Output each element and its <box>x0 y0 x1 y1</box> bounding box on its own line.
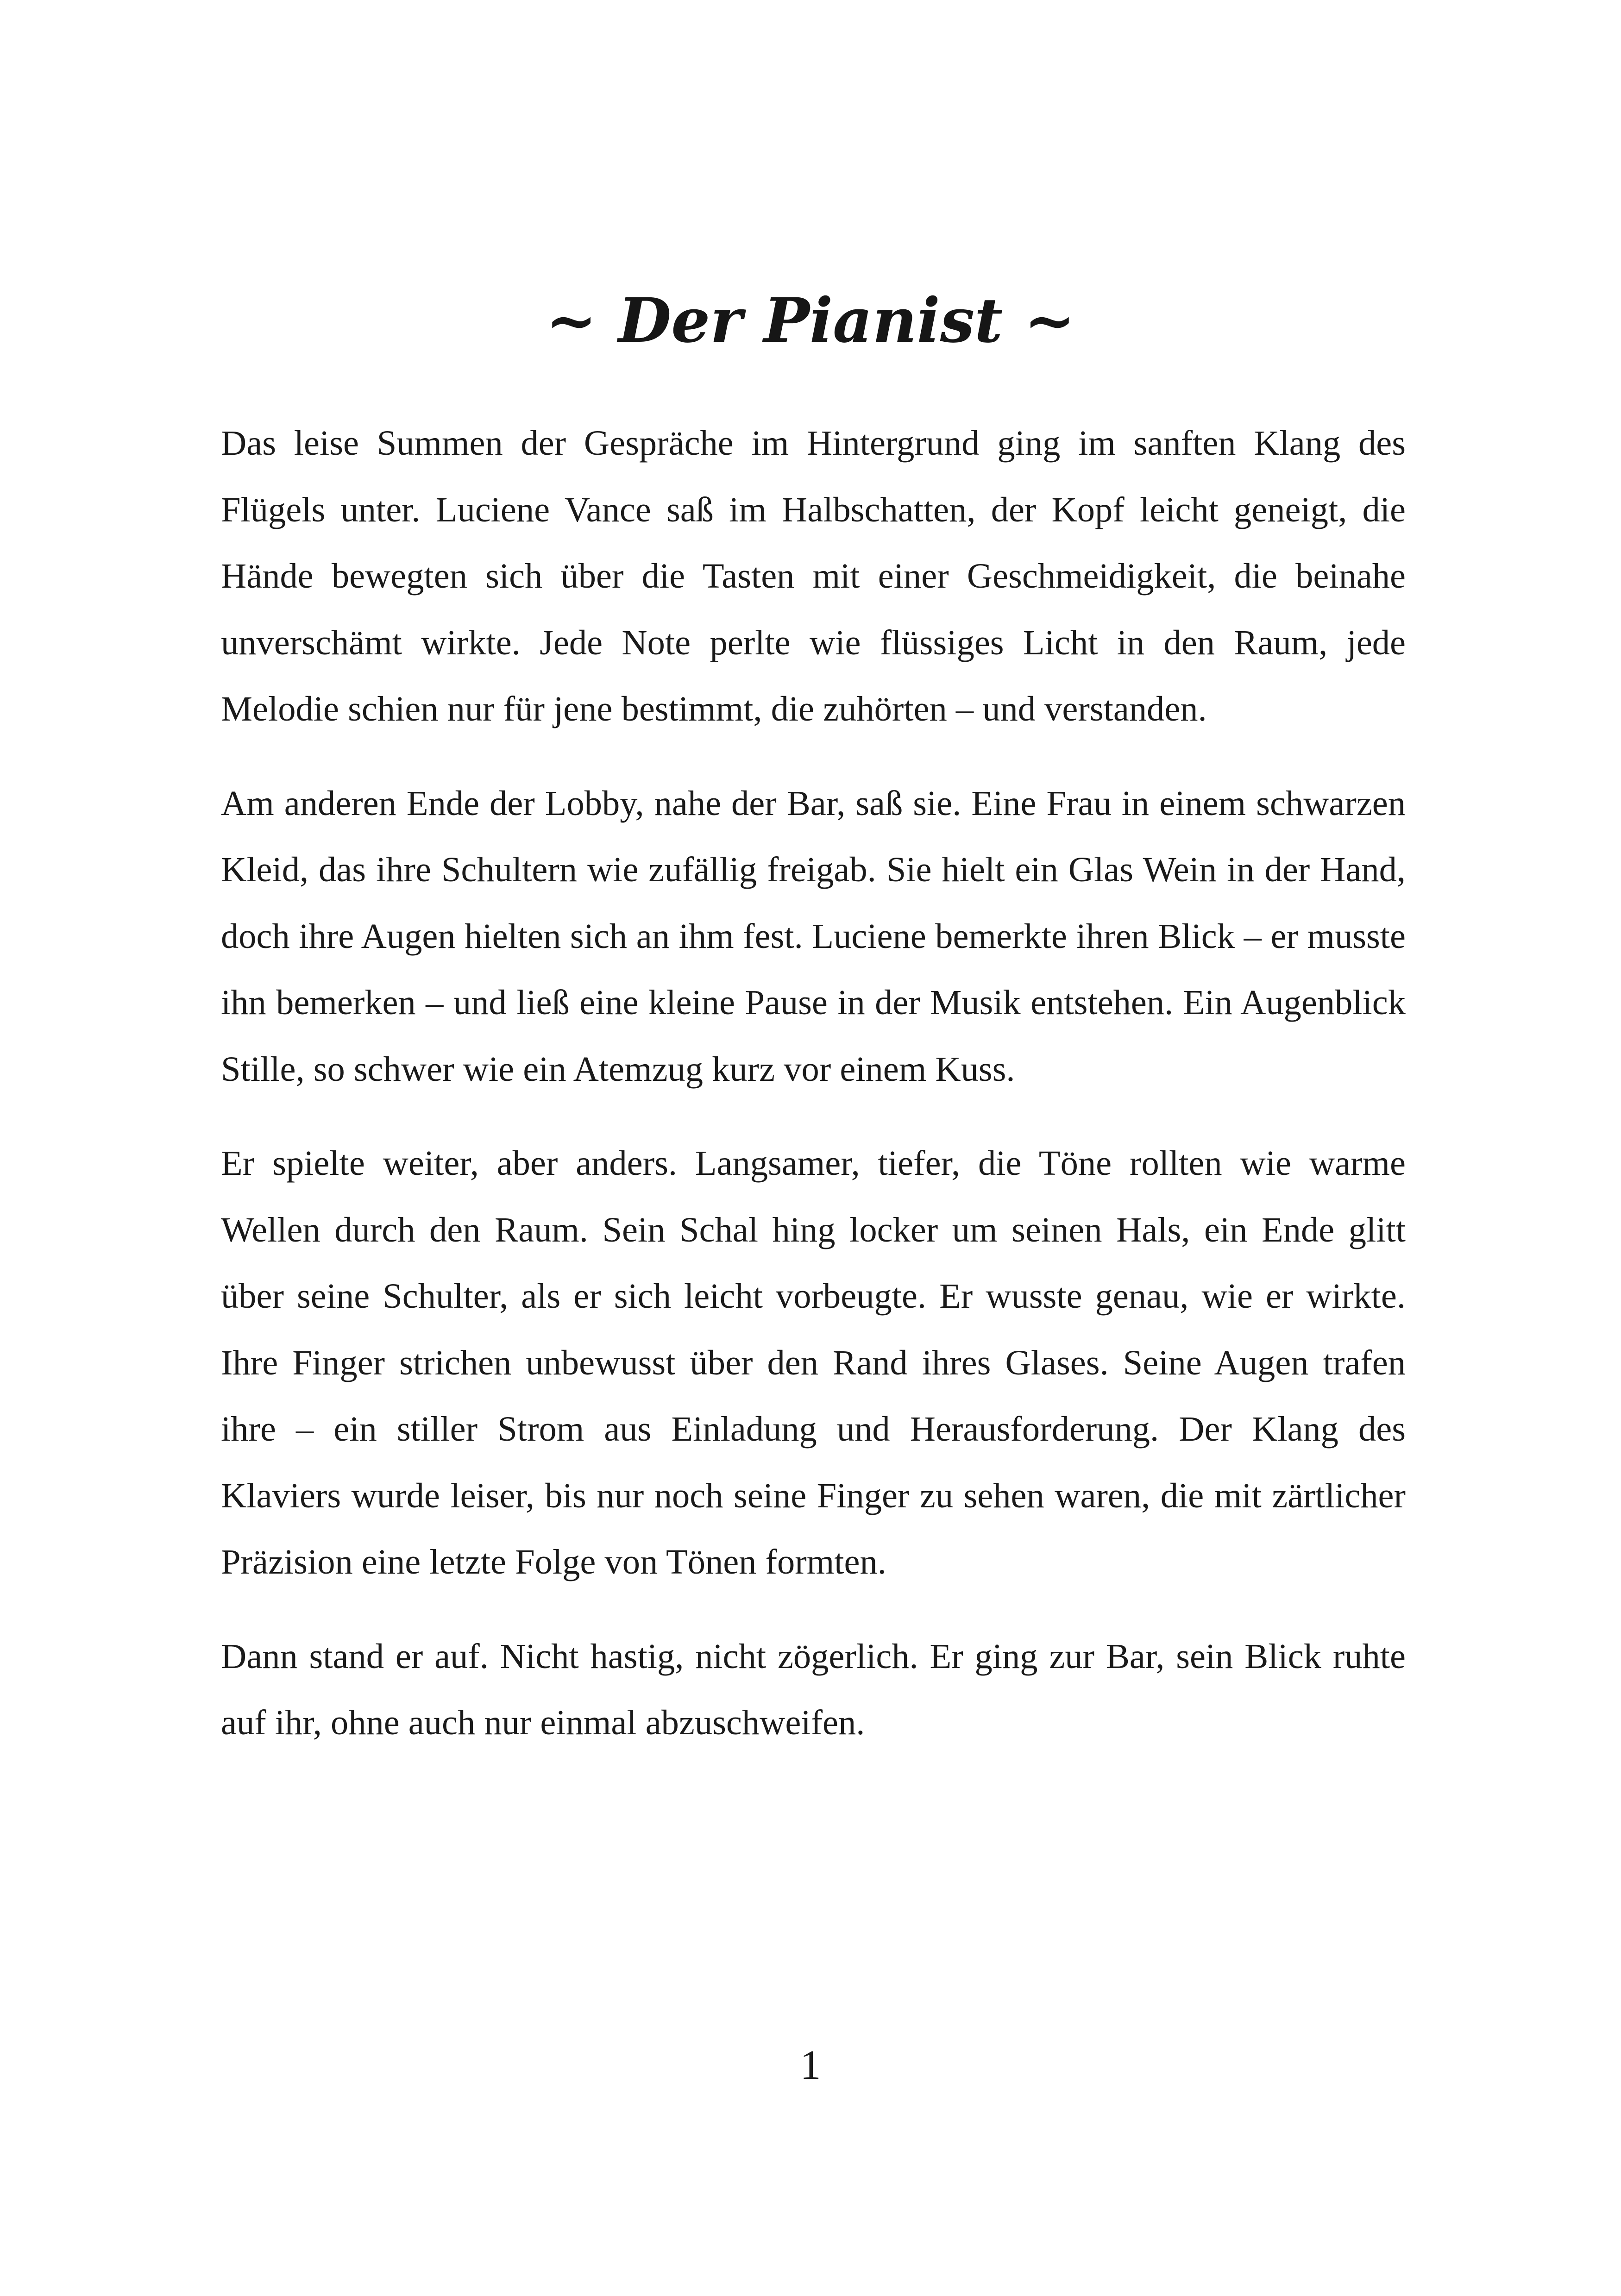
page-number: 1 <box>800 2042 821 2088</box>
paragraph-1: Das leise Summen der Gespräche im Hintergrund ging im sanften Klang des Flügels unter. Luciene Vance saß im Halbschatten, der Kopf leicht geneigt, die Hände bewegten sich über die Tasten mit einer Geschmeidigkeit, die beinahe unverschämt wirkte. Jede Note perlte wie flüssiges Licht in den Raum, jede Melodie schien nur für jene bestimmt, die zuhörten – und verstanden. <box>221 423 1406 728</box>
page-title: ~ Der Pianist ~ <box>546 285 1075 357</box>
paragraph-3: Er spielte weiter, aber anders. Langsamer, tiefer, die Töne rollten wie warme Wellen durch den Raum. Sein Schal hing locker um seinen Hals, ein Ende glitt über seine Schulter, als er sich leicht vorbeugte. Er wusste genau, wie er wirkte. Ihre Finger strichen unbewusst über den Rand ihres Glases. Seine Augen trafen ihre – ein stiller Strom aus Einladung und Herausforderung. Der Klang des Klaviers wurde leiser, bis nur noch seine Finger zu sehen waren, die mit zärtlicher Präzision eine letzte Folge von Tönen formten. <box>221 1143 1406 1581</box>
story-body <box>221 410 1406 1784</box>
paragraph-4: Dann stand er auf. Nicht hastig, nicht zögerlich. Er ging zur Bar, sein Blick ruhte auf ihr, ohne auch nur einmal abzuschweifen. <box>221 1636 1406 1742</box>
paragraph-2: Am anderen Ende der Lobby, nahe der Bar, saß sie. Eine Frau in einem schwarzen Kleid, das ihre Schultern wie zufällig freigab. Sie hielt ein Glas Wein in der Hand, doch ihre Augen hielten sich an ihm fest. Luciene bemerkte ihren Blick – er musste ihn bemerken – und ließ eine kleine Pause in der Musik entstehen. Ein Augenblick Stille, so schwer wie ein Atemzug kurz vor einem Kuss. <box>221 783 1406 1089</box>
